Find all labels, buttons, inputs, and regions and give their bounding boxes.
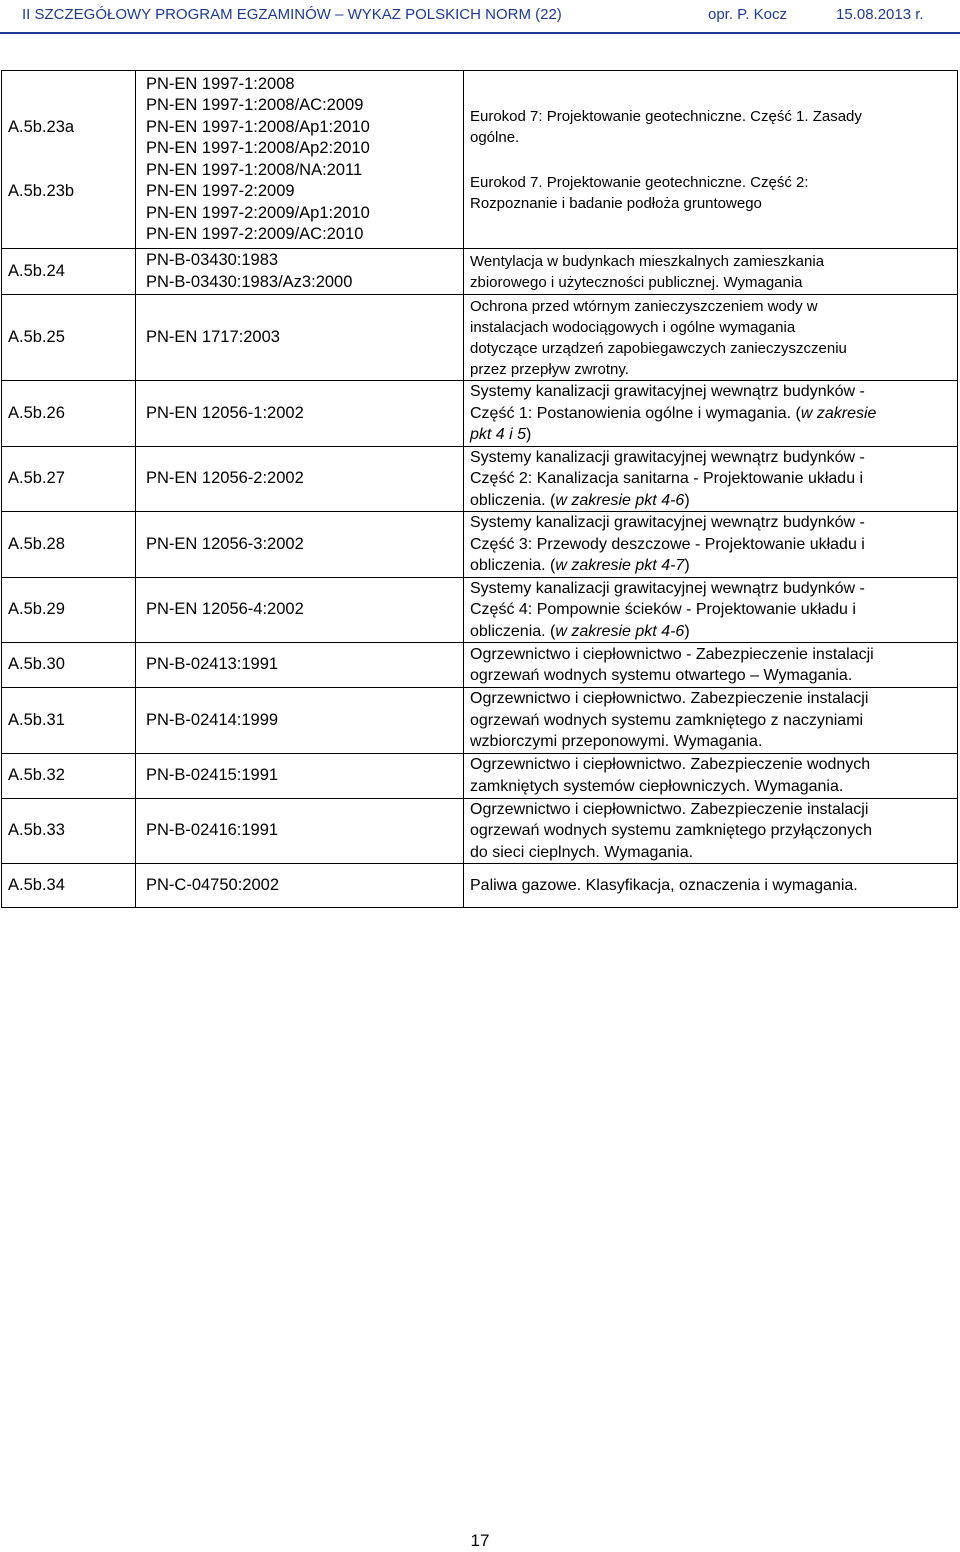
header-author: opr. P. Kocz <box>708 6 787 23</box>
table-row <box>2 577 958 643</box>
standard-cell <box>136 577 464 643</box>
description-cell <box>464 864 958 908</box>
row-id-cell <box>2 643 136 688</box>
row-id-cell <box>2 864 136 908</box>
table-row <box>2 753 958 798</box>
description-line: ) <box>684 491 690 509</box>
table-row <box>2 643 958 688</box>
standard-code: PN-EN 1997-2:2009 <box>146 182 295 200</box>
standard-code: PN-EN 12056-2:2002 <box>146 469 304 487</box>
description-cell <box>464 512 958 578</box>
description-line: ) <box>684 622 690 640</box>
description-line: Eurokod 7: Projektowanie geotechniczne. Część 1. Zasady <box>470 107 862 125</box>
description-line: Systemy kanalizacji grawitacyjnej wewnątrz budynków - <box>470 514 865 531</box>
standard-cell <box>136 381 464 447</box>
standard-cell <box>136 512 464 578</box>
description-line: Wentylacja w budynkach mieszkalnych zamieszkania <box>470 252 825 270</box>
row-id-cell <box>2 577 136 643</box>
description-line: Ogrzewnictwo i ciepłownictwo. Zabezpieczenie instalacji <box>470 800 869 818</box>
description-cell <box>464 643 958 688</box>
description-line: Paliwa gazowe. Klasyfikacja, oznaczenia i wymagania. <box>470 876 858 894</box>
description-line: zbiorowego i użyteczności publicznej. Wymagania <box>470 273 803 291</box>
row-id-cell <box>2 446 136 512</box>
row-id-cell <box>2 512 136 578</box>
header-date: 15.08.2013 r. <box>836 6 924 23</box>
standard-code: PN-B-02416:1991 <box>146 821 279 839</box>
description-line: obliczenia. ( <box>470 557 556 574</box>
row-id: A.5b.30 <box>8 655 65 674</box>
table-row <box>2 864 958 908</box>
row-id-cell <box>2 688 136 754</box>
description-cell <box>464 71 958 249</box>
header-title: II SZCZEGÓŁOWY PROGRAM EGZAMINÓW – WYKAZ POLSKICH NORM (22) <box>22 6 562 23</box>
standard-code: PN-EN 12056-4:2002 <box>146 600 304 618</box>
standard-cell <box>136 295 464 381</box>
row-id: A.5b.27 <box>8 469 65 487</box>
description-line: Część 2: Kanalizacja sanitarna - Projektowanie układu i <box>470 470 864 487</box>
row-id: A.5b.28 <box>8 534 65 553</box>
standard-cell <box>136 798 464 864</box>
row-id: A.5b.33 <box>8 821 65 839</box>
table-row <box>2 798 958 864</box>
table-row <box>2 381 958 447</box>
table-row <box>2 512 958 578</box>
scope-note: w zakresie <box>800 404 877 422</box>
row-id: A.5b.34 <box>8 875 65 894</box>
description-line: Ochrona przed wtórnym zanieczyszczeniem wody w <box>470 297 818 315</box>
row-id: A.5b.25 <box>8 327 65 346</box>
row-id-cell <box>2 71 136 249</box>
description-line: ) <box>684 557 690 574</box>
row-id-cell <box>2 381 136 447</box>
description-line: Rozpoznanie i badanie podłoża gruntowego <box>470 194 762 212</box>
description-line: Ogrzewnictwo i ciepłownictwo - Zabezpieczenie instalacji <box>470 645 874 663</box>
scope-note: w zakresie pkt 4-7 <box>555 557 685 574</box>
description-line: ) <box>526 426 532 443</box>
standard-cell <box>136 688 464 754</box>
row-id-cell <box>2 295 136 381</box>
description-line: dotyczące urządzeń zapobiegawczych zanieczyszczeniu <box>470 339 847 357</box>
description-line: ogrzewań wodnych systemu zamkniętego z naczyniami <box>470 711 864 729</box>
description-line: Systemy kanalizacji grawitacyjnej wewnątrz budynków - <box>470 448 865 466</box>
row-id: A.5b.24 <box>8 261 65 280</box>
description-cell <box>464 446 958 512</box>
scope-note: w zakresie pkt 4-6 <box>555 491 685 509</box>
table-row <box>2 295 958 381</box>
description-cell <box>464 381 958 447</box>
description-cell <box>464 577 958 643</box>
row-id-cell <box>2 753 136 798</box>
standard-cell <box>136 643 464 688</box>
row-id: A.5b.32 <box>8 765 65 784</box>
description-line: Część 1: Postanowienia ogólne i wymagania. ( <box>470 404 801 422</box>
standard-code: PN-B-03430:1983 <box>146 251 279 269</box>
description-line: instalacjach wodociągowych i ogólne wymagania <box>470 318 796 336</box>
scope-note: pkt 4 i 5 <box>470 426 527 443</box>
standard-code: PN-EN 12056-1:2002 <box>146 403 304 422</box>
standard-cell <box>136 446 464 512</box>
standard-code: PN-B-02413:1991 <box>146 655 279 674</box>
standard-code: PN-B-02414:1999 <box>146 710 279 729</box>
standard-code: PN-EN 1997-1:2008/AC:2009 <box>146 96 364 114</box>
description-line: do sieci cieplnych. Wymagania. <box>470 843 694 861</box>
standard-cell <box>136 71 464 249</box>
standard-code: PN-EN 1997-1:2008/NA:2011 <box>146 160 363 179</box>
standard-cell <box>136 864 464 908</box>
description-line: ogrzewań wodnych systemu zamkniętego przyłączonych <box>470 822 872 839</box>
description-cell <box>464 295 958 381</box>
description-line: przez przepływ zwrotny. <box>470 360 629 378</box>
standard-code: PN-EN 1997-2:2009/Ap1:2010 <box>146 203 370 222</box>
standard-code: PN-B-03430:1983/Az3:2000 <box>146 272 353 291</box>
table-row <box>2 446 958 512</box>
description-line: Część 4: Pompownie ścieków - Projektowanie układu i <box>470 601 856 618</box>
description-line: ogrzewań wodnych systemu otwartego – Wymagania. <box>470 667 853 684</box>
table-row <box>2 249 958 295</box>
standard-code: PN-EN 1997-1:2008/Ap1:2010 <box>146 117 370 136</box>
description-cell <box>464 753 958 798</box>
table-row <box>2 71 958 249</box>
standard-code: PN-EN 1717:2003 <box>146 327 280 346</box>
row-id: A.5b.31 <box>8 710 65 729</box>
standard-cell <box>136 753 464 798</box>
description-line: obliczenia. ( <box>470 491 556 509</box>
standard-code: PN-EN 1997-2:2009/AC:2010 <box>146 225 364 243</box>
description-cell <box>464 798 958 864</box>
row-id: A.5b.23b <box>8 181 75 200</box>
description-line: Ogrzewnictwo i ciepłownictwo. Zabezpieczenie wodnych <box>470 756 871 773</box>
description-line: ogólne. <box>470 128 520 146</box>
norms-table <box>1 70 958 908</box>
description-line: Część 3: Przewody deszczowe - Projektowanie układu i <box>470 535 865 553</box>
table-row <box>2 688 958 754</box>
standard-code: PN-B-02415:1991 <box>146 765 279 784</box>
standard-code: PN-EN 1997-1:2008/Ap2:2010 <box>146 139 370 157</box>
description-line: obliczenia. ( <box>470 622 556 640</box>
description-line: wzbiorczymi przeponowymi. Wymagania. <box>470 733 763 750</box>
standard-cell <box>136 249 464 295</box>
row-id-cell <box>2 249 136 295</box>
standard-code: PN-C-04750:2002 <box>146 875 279 894</box>
row-id-cell <box>2 798 136 864</box>
description-cell <box>464 688 958 754</box>
page-header <box>0 0 960 34</box>
standard-code: PN-EN 1997-1:2008 <box>146 74 295 93</box>
scope-note: w zakresie pkt 4-6 <box>555 622 685 640</box>
description-cell <box>464 249 958 295</box>
page-number: 17 <box>470 1531 490 1550</box>
description-line: Systemy kanalizacji grawitacyjnej wewnątrz budynków - <box>470 383 865 400</box>
description-line: Eurokod 7. Projektowanie geotechniczne. Część 2: <box>470 173 809 191</box>
row-id: A.5b.29 <box>8 600 65 618</box>
row-id: A.5b.26 <box>8 403 65 422</box>
description-line: zamkniętych systemów ciepłowniczych. Wymagania. <box>470 777 844 795</box>
standard-code: PN-EN 12056-3:2002 <box>146 534 304 553</box>
row-id: A.5b.23a <box>8 118 75 136</box>
description-line: Systemy kanalizacji grawitacyjnej wewnątrz budynków - <box>470 579 865 597</box>
description-line: Ogrzewnictwo i ciepłownictwo. Zabezpieczenie instalacji <box>470 690 869 707</box>
